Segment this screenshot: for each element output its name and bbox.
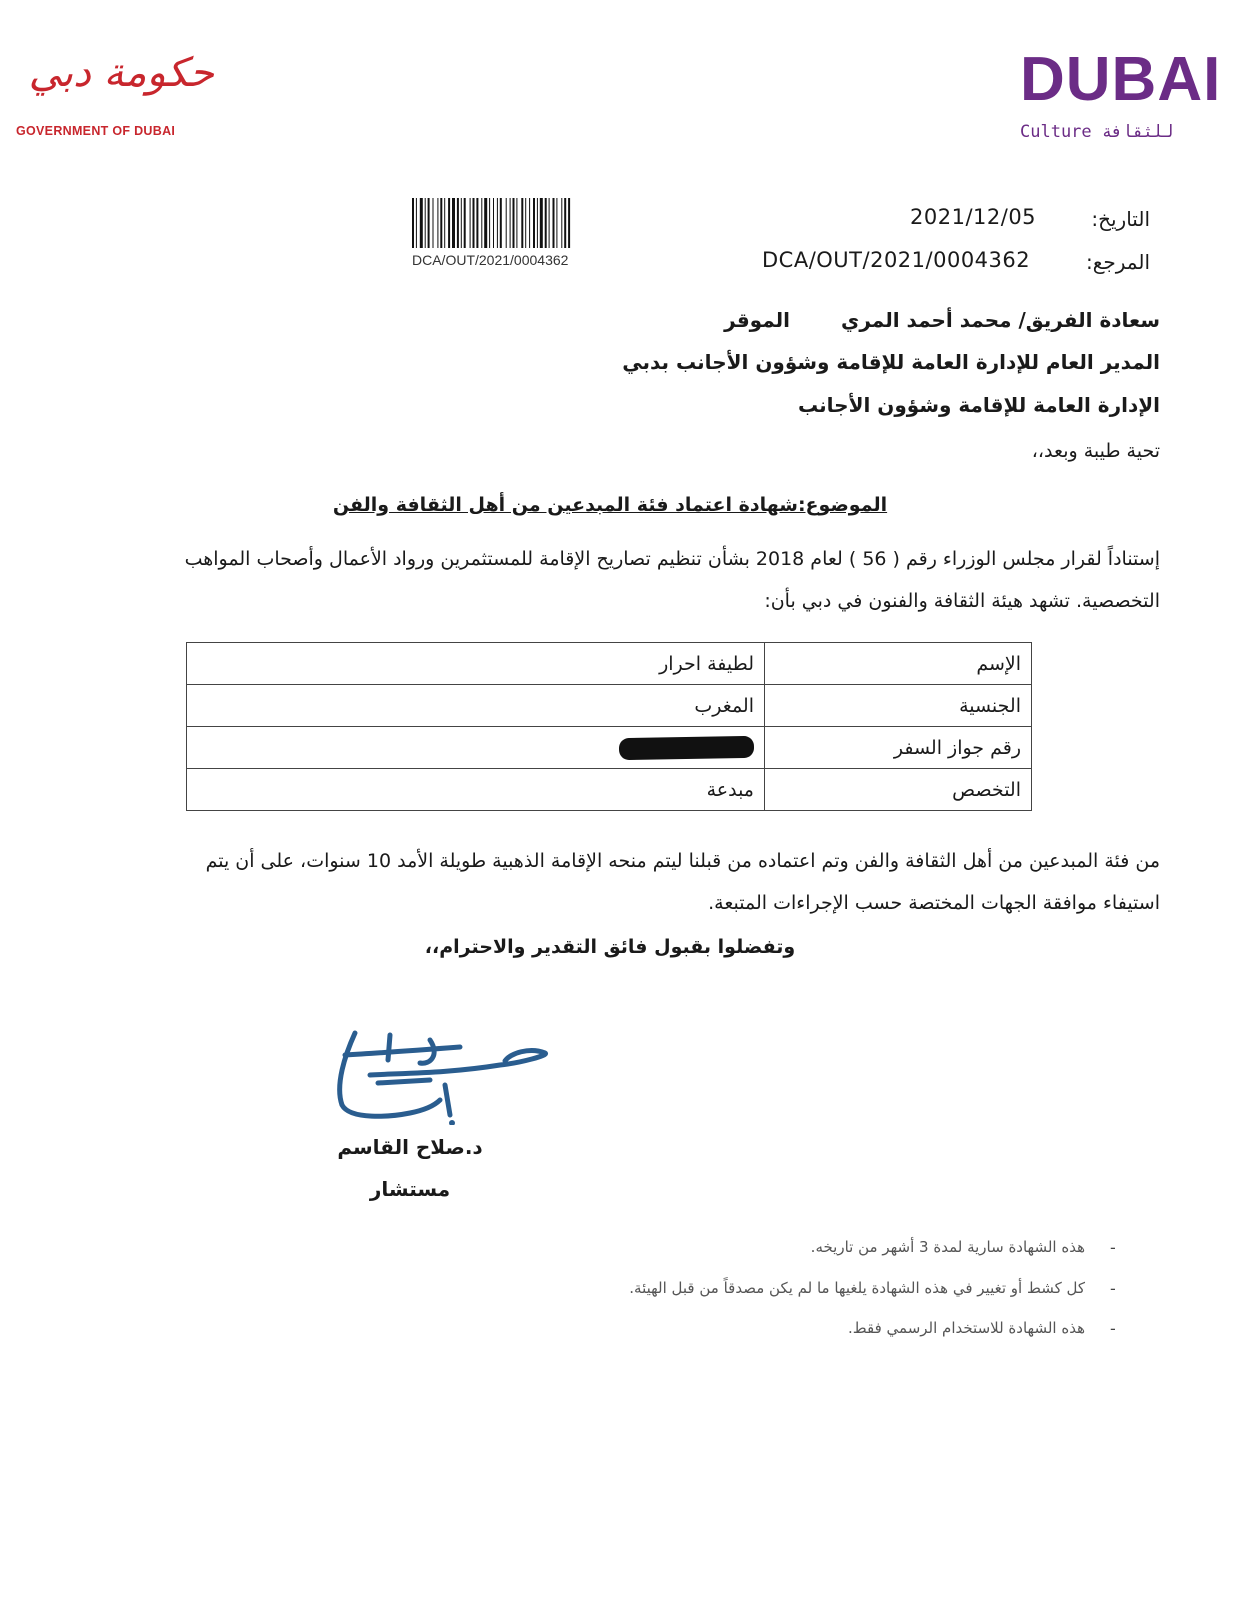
addressee-honorific: الموقر	[724, 308, 790, 332]
date-label: التاريخ:	[1091, 207, 1150, 231]
barcode-icon	[412, 198, 647, 248]
table-row	[187, 685, 1032, 727]
note-official-use: هذه الشهادة للاستخدام الرسمي فقط.	[847, 1319, 1085, 1337]
signature-icon	[330, 1025, 560, 1125]
name-value: لطيفة احرار	[187, 643, 765, 685]
barcode-number: DCA/OUT/2021/0004362	[412, 252, 569, 268]
addressee-department: الإدارة العامة للإقامة وشؤون الأجانب	[797, 393, 1160, 417]
intro-paragraph-line1: إستناداً لقرار مجلس الوزراء رقم ( 56 ) لعام 2018 بشأن تنظيم تصاريح الإقامة للمستثمرين ورواد الأعمال وأصحاب المواهب	[184, 548, 1160, 570]
reference-value: DCA/OUT/2021/0004362	[762, 248, 1031, 272]
specialization-label: التخصص	[765, 769, 1032, 811]
name-label: الإسم	[765, 643, 1032, 685]
table-row	[187, 769, 1032, 811]
nationality-value: المغرب	[187, 685, 765, 727]
passport-label: رقم جواز السفر	[765, 727, 1032, 769]
subject-line: الموضوع:شهادة اعتماد فئة المبدعين من أهل الثقافة والفن	[332, 494, 888, 516]
culture-logo-main: DUBAI	[1020, 45, 1222, 114]
body-paragraph-line1: من فئة المبدعين من أهل الثقافة والفن وتم اعتماده من قبلنا ليتم منحه الإقامة الذهبية طويلة الأمد 10 سنوات، على أن يتم	[205, 850, 1160, 872]
table-row	[187, 727, 1032, 769]
signatory-name: د.صلاح القاسم	[337, 1135, 483, 1159]
signatory-title: مستشار	[369, 1177, 451, 1201]
note-bullet: -	[1110, 1319, 1116, 1338]
date-value: 2021/12/05	[910, 205, 1037, 229]
note-alteration: كل كشط أو تغيير في هذه الشهادة يلغيها ما لم يكن مصدقاً من قبل الهيئة.	[629, 1279, 1085, 1297]
gov-logo-english: GOVERNMENT OF DUBAI	[16, 124, 176, 138]
government-of-dubai-logo	[14, 50, 224, 150]
note-bullet: -	[1110, 1238, 1116, 1257]
addressee-name: سعادة الفريق/ محمد أحمد المري	[841, 308, 1160, 332]
certificate-info-table	[186, 642, 1032, 811]
body-paragraph-line2: استيفاء موافقة الجهات المختصة حسب الإجراءات المتبعة.	[708, 892, 1160, 914]
gov-logo-arabic: حكومة دبي	[28, 50, 214, 96]
addressee-title: المدير العام للإدارة العامة للإقامة وشؤون الأجانب بدبي	[622, 350, 1160, 374]
nationality-label: الجنسية	[765, 685, 1032, 727]
culture-logo-sub: Culture للثقافة	[1020, 122, 1174, 142]
reference-label: المرجع:	[1086, 250, 1150, 274]
table-row	[187, 643, 1032, 685]
redaction-mark	[619, 736, 754, 760]
specialization-value: مبدعة	[187, 769, 765, 811]
passport-value	[187, 727, 765, 769]
note-validity: هذه الشهادة سارية لمدة 3 أشهر من تاريخه.	[810, 1238, 1085, 1256]
intro-paragraph-line2: التخصصية. تشهد هيئة الثقافة والفنون في دبي بأن:	[764, 590, 1160, 612]
note-bullet: -	[1110, 1279, 1116, 1298]
greeting: تحية طيبة وبعد،،	[1031, 440, 1160, 462]
dubai-culture-logo	[1020, 45, 1222, 154]
closing-line: وتفضلوا بقبول فائق التقدير والاحترام،،	[424, 936, 796, 958]
